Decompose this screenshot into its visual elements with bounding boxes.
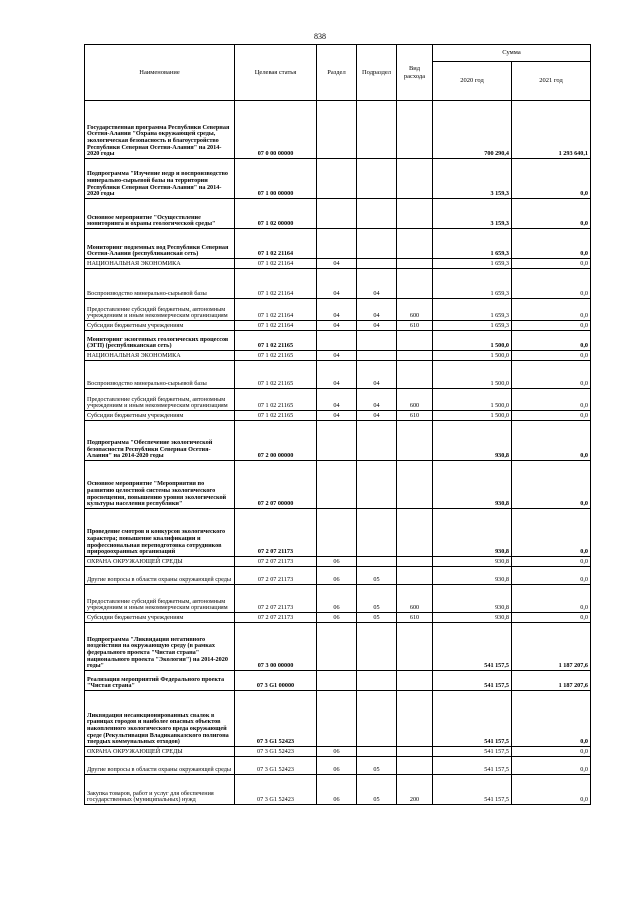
row-sum-2020: 3 159,3 [433,159,512,199]
row-sum-2020: 1 500,0 [433,389,512,411]
row-sum-2020: 1 500,0 [433,331,512,351]
header-section: Раздел [317,45,357,101]
row-expense-type [397,671,433,691]
row-name: НАЦИОНАЛЬНАЯ ЭКОНОМИКА [85,351,235,361]
row-target-code: 07 3 G1 52423 [235,747,317,757]
row-sum-2020: 3 159,3 [433,199,512,229]
row-sum-2021: 0,0 [512,509,591,557]
row-sum-2021: 0,0 [512,229,591,259]
row-subsection [357,623,397,671]
row-sum-2020: 1 659,3 [433,269,512,299]
row-expense-type [397,331,433,351]
row-sum-2021: 0,0 [512,259,591,269]
row-expense-type: 610 [397,411,433,421]
row-target-code: 07 3 G1 52423 [235,691,317,747]
row-expense-type [397,361,433,389]
row-subsection: 04 [357,361,397,389]
table-row [85,757,591,775]
row-section: 04 [317,389,357,411]
row-expense-type [397,461,433,509]
row-sum-2020: 930,8 [433,567,512,585]
row-expense-type [397,229,433,259]
row-sum-2020: 1 659,3 [433,229,512,259]
row-sum-2021: 0,0 [512,421,591,461]
row-expense-type [397,421,433,461]
row-expense-type [397,509,433,557]
row-section [317,461,357,509]
row-sum-2020: 541 157,5 [433,691,512,747]
table-row [85,269,591,299]
row-section [317,101,357,159]
row-name: Другие вопросы в области охраны окружающей среды [85,757,235,775]
row-name: ОХРАНА ОКРУЖАЮЩЕЙ СРЕДЫ [85,557,235,567]
row-subsection [357,351,397,361]
table-row [85,199,591,229]
row-sum-2020: 930,8 [433,421,512,461]
row-expense-type: 200 [397,775,433,805]
row-sum-2021: 0,0 [512,461,591,509]
row-target-code: 07 2 07 21173 [235,585,317,613]
row-section [317,229,357,259]
row-target-code: 07 1 02 21164 [235,269,317,299]
row-target-code: 07 1 02 21164 [235,299,317,321]
budget-table [84,44,591,805]
row-target-code: 07 2 07 21173 [235,509,317,557]
row-expense-type [397,557,433,567]
row-sum-2021: 0,0 [512,331,591,351]
row-expense-type [397,691,433,747]
row-section: 04 [317,259,357,269]
row-name: Другие вопросы в области охраны окружающей среды [85,567,235,585]
row-name: Подпрограмма "Обеспечение экологической безопасности Республики Северная Осетия-Алания" на 2014-2020 годы [85,421,235,461]
row-name: Подпрограмма "Изучение недр и воспроизводство минерально-сырьевой базы на территории Республики Северная Осетия-Алания" на 2014-2020 годы [85,159,235,199]
row-expense-type: 600 [397,299,433,321]
table-row [85,351,591,361]
table-row [85,567,591,585]
row-sum-2020: 1 500,0 [433,361,512,389]
row-name: Субсидии бюджетным учреждениям [85,613,235,623]
row-section: 06 [317,557,357,567]
row-subsection: 05 [357,585,397,613]
table-row [85,259,591,269]
header-year-2020: 2020 год [433,62,512,101]
row-name: Мониторинг экзогенных геологических процессов (ЭГП) (республиканская сеть) [85,331,235,351]
header-sum: Сумма [433,45,591,62]
row-subsection: 05 [357,775,397,805]
row-name: НАЦИОНАЛЬНАЯ ЭКОНОМИКА [85,259,235,269]
row-subsection [357,259,397,269]
table-row [85,361,591,389]
table-row [85,331,591,351]
row-sum-2021: 1 187 207,6 [512,623,591,671]
table-row [85,421,591,461]
row-subsection [357,101,397,159]
row-expense-type: 600 [397,585,433,613]
table-row [85,299,591,321]
row-name: Государственная программа Республики Северная Осетия-Алания "Охрана окружающей среды, экологическая безопасность и благоустройство Республики Северная Осетия-Алания" на 2014-2020 годы [85,101,235,159]
row-subsection: 04 [357,299,397,321]
row-target-code: 07 1 02 21165 [235,411,317,421]
row-subsection [357,199,397,229]
row-target-code: 07 3 G1 52423 [235,775,317,805]
row-subsection: 04 [357,389,397,411]
table-row [85,775,591,805]
row-section [317,159,357,199]
page-number: 838 [314,32,326,41]
row-expense-type [397,351,433,361]
row-section [317,509,357,557]
row-sum-2020: 1 500,0 [433,351,512,361]
row-section: 04 [317,299,357,321]
row-subsection: 04 [357,269,397,299]
row-name: Предоставление субсидий бюджетным, автономным учреждениям и иным некоммерческим организациям [85,389,235,411]
row-target-code: 07 1 02 21164 [235,259,317,269]
row-name: Реализация мероприятий Федерального проекта "Чистая страна" [85,671,235,691]
row-section: 04 [317,321,357,331]
row-name: Субсидии бюджетным учреждениям [85,321,235,331]
row-sum-2021: 0,0 [512,159,591,199]
row-target-code: 07 1 02 21165 [235,351,317,361]
header-year-2021: 2021 год [512,62,591,101]
row-sum-2021: 0,0 [512,691,591,747]
row-target-code: 07 2 07 21173 [235,613,317,623]
row-name: Предоставление субсидий бюджетным, автономным учреждениям и иным некоммерческим организациям [85,299,235,321]
row-sum-2020: 930,8 [433,557,512,567]
row-target-code: 07 1 00 00000 [235,159,317,199]
table-row [85,411,591,421]
row-section [317,421,357,461]
row-section [317,691,357,747]
row-sum-2020: 930,8 [433,613,512,623]
row-sum-2020: 541 157,5 [433,671,512,691]
table-row [85,509,591,557]
row-sum-2020: 541 157,5 [433,623,512,671]
table-row [85,585,591,613]
row-sum-2021: 0,0 [512,775,591,805]
row-target-code: 07 2 07 21173 [235,567,317,585]
row-expense-type [397,757,433,775]
row-expense-type [397,567,433,585]
row-sum-2020: 1 659,3 [433,299,512,321]
row-expense-type [397,259,433,269]
table-row [85,671,591,691]
row-subsection [357,691,397,747]
row-target-code: 07 1 02 21165 [235,331,317,351]
row-name: Предоставление субсидий бюджетным, автономным учреждениям и иным некоммерческим организациям [85,585,235,613]
row-sum-2021: 0,0 [512,361,591,389]
row-expense-type [397,747,433,757]
row-subsection [357,229,397,259]
row-sum-2020: 541 157,5 [433,757,512,775]
row-section: 04 [317,269,357,299]
row-sum-2020: 1 659,3 [433,259,512,269]
row-subsection: 05 [357,567,397,585]
row-target-code: 07 0 00 00000 [235,101,317,159]
row-subsection [357,557,397,567]
row-sum-2021: 1 293 640,1 [512,101,591,159]
row-subsection: 04 [357,321,397,331]
row-sum-2021: 0,0 [512,613,591,623]
row-section: 04 [317,351,357,361]
row-sum-2021: 0,0 [512,321,591,331]
row-name: Ликвидация несанкционированных свалок в границах городов и наиболее опасных объектов накопленного экологического вреда окружающей среде (Рекультивация Владикавказского полигона твердых коммунальных отходов) [85,691,235,747]
row-subsection [357,421,397,461]
row-expense-type [397,159,433,199]
row-sum-2021: 0,0 [512,299,591,321]
row-section: 06 [317,613,357,623]
row-sum-2021: 0,0 [512,269,591,299]
row-section [317,623,357,671]
header-name: Наименование [85,45,235,101]
row-target-code: 07 3 G1 00000 [235,671,317,691]
table-row [85,613,591,623]
row-sum-2020: 930,8 [433,509,512,557]
row-subsection: 05 [357,757,397,775]
row-name: Подпрограмма "Ликвидация негативного воздействия на окружающую среду (в рамках федерального проекта "Чистая страна" национального проекта "Экология") на 2014-2020 годы" [85,623,235,671]
row-sum-2021: 0,0 [512,747,591,757]
row-sum-2021: 0,0 [512,557,591,567]
table-row [85,159,591,199]
row-sum-2021: 0,0 [512,411,591,421]
row-target-code: 07 1 02 21164 [235,229,317,259]
row-sum-2021: 0,0 [512,585,591,613]
row-sum-2021: 0,0 [512,199,591,229]
row-name: Воспроизводство минерально-сырьевой базы [85,269,235,299]
table-row [85,623,591,671]
row-sum-2021: 0,0 [512,567,591,585]
row-subsection [357,159,397,199]
row-sum-2020: 541 157,5 [433,747,512,757]
row-name: ОХРАНА ОКРУЖАЮЩЕЙ СРЕДЫ [85,747,235,757]
table-row [85,557,591,567]
row-sum-2020: 930,8 [433,585,512,613]
row-name: Проведение смотров и конкурсов экологического характера; повышение квалификации и профессиональная переподготовка сотрудников природоохранных организаций [85,509,235,557]
header-code: Целевая статья [235,45,317,101]
row-name: Воспроизводство минерально-сырьевой базы [85,361,235,389]
row-subsection: 04 [357,411,397,421]
table-row [85,389,591,411]
row-sum-2020: 541 157,5 [433,775,512,805]
row-expense-type [397,199,433,229]
row-name: Мониторинг подземных вод Республики Северная Осетия-Алания (республиканская сеть) [85,229,235,259]
row-target-code: 07 1 02 21165 [235,389,317,411]
row-sum-2020: 700 290,4 [433,101,512,159]
row-section [317,331,357,351]
row-target-code: 07 1 02 21164 [235,321,317,331]
row-sum-2021: 0,0 [512,351,591,361]
table-row [85,691,591,747]
row-expense-type: 600 [397,389,433,411]
row-name: Закупка товаров, работ и услуг для обеспечения государственных (муниципальных) нужд [85,775,235,805]
row-section: 06 [317,747,357,757]
row-section: 06 [317,567,357,585]
header-expense-type: Вид расхода [397,45,433,101]
row-subsection [357,461,397,509]
row-section: 06 [317,775,357,805]
table-row [85,461,591,509]
row-target-code: 07 2 07 21173 [235,557,317,567]
table-row [85,747,591,757]
row-section: 06 [317,585,357,613]
row-section: 06 [317,757,357,775]
row-expense-type [397,101,433,159]
row-target-code: 07 2 00 00000 [235,421,317,461]
table-row [85,321,591,331]
row-sum-2021: 1 187 207,6 [512,671,591,691]
row-sum-2020: 1 659,3 [433,321,512,331]
row-subsection [357,747,397,757]
row-section [317,671,357,691]
row-expense-type: 610 [397,613,433,623]
row-section: 04 [317,361,357,389]
header-subsection: Подраздел [357,45,397,101]
row-name: Основное мероприятие "Мероприятия по развитию целостной системы экологического просвещения, повышению уровня экологической культуры населения республики" [85,461,235,509]
row-sum-2020: 1 500,0 [433,411,512,421]
row-name: Основное мероприятие "Осуществление мониторинга и охраны геологической среды" [85,199,235,229]
row-target-code: 07 3 00 00000 [235,623,317,671]
row-sum-2020: 930,8 [433,461,512,509]
table-row [85,101,591,159]
row-expense-type: 610 [397,321,433,331]
row-name: Субсидии бюджетным учреждениям [85,411,235,421]
row-subsection [357,509,397,557]
row-subsection [357,671,397,691]
row-target-code: 07 3 G1 52423 [235,757,317,775]
row-section: 04 [317,411,357,421]
table-row [85,229,591,259]
row-subsection: 05 [357,613,397,623]
row-subsection [357,331,397,351]
row-expense-type [397,623,433,671]
row-sum-2021: 0,0 [512,389,591,411]
row-target-code: 07 1 02 21165 [235,361,317,389]
row-target-code: 07 1 02 00000 [235,199,317,229]
row-sum-2021: 0,0 [512,757,591,775]
row-section [317,199,357,229]
row-expense-type [397,269,433,299]
row-target-code: 07 2 07 00000 [235,461,317,509]
